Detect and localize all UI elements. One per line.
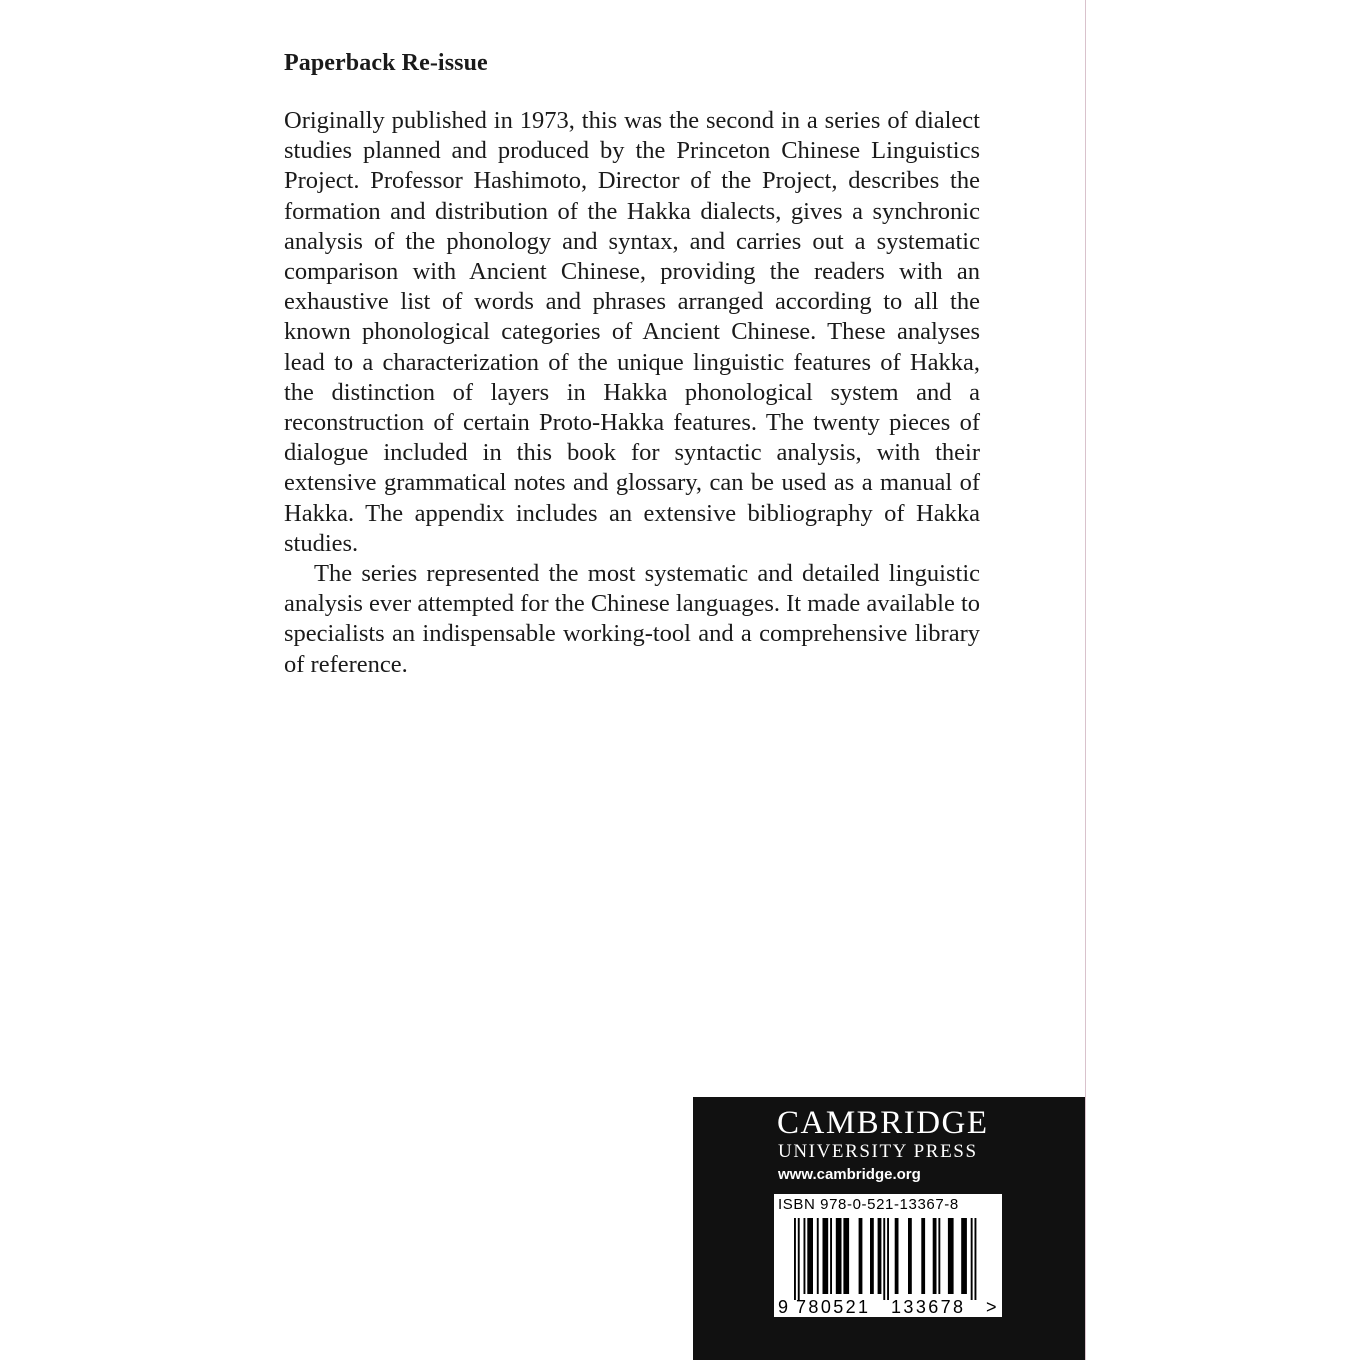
barcode-bars (794, 1218, 976, 1300)
barcode-bar (823, 1218, 829, 1294)
barcode-bar (798, 1218, 800, 1300)
heading: Paperback Re-issue (284, 50, 488, 76)
barcode-bar (804, 1218, 806, 1294)
publisher-block (693, 1097, 1085, 1360)
series-paragraph: The series represented the most systematic and detailed linguistic analysis ever attempted for the Chinese languages. It made available to specialists an indispensable working-tool and a comprehensive library of reference. (284, 560, 980, 678)
description-paragraph: Originally published in 1973, this was the second in a series of dialect studies planned and produced by the Princeton Chinese Linguistics Project. Professor Hashimoto, Director of the Project, describes the formation and distribution of the Hakka dialects, gives a synchronic analysis of the phonology and syntax, and carries out a systematic comparison with Ancient Chinese, providing the readers with an exhaustive list of words and phrases arranged according to all the known phonological categories of Ancient Chinese. These analyses lead to a characterization of the unique linguistic features of Hakka, the distinction of layers in Hakka phonological system and a reconstruction of certain Proto-Hakka features. The twenty pieces of dialogue included in this book for syntactic analysis, with their extensive grammatical notes and glossary, can be used as a manual of Hakka. The appendix includes an extensive bibliography of Hakka studies. (284, 107, 980, 557)
barcode-bar (975, 1218, 977, 1300)
barcode-bar (948, 1218, 954, 1294)
barcode (774, 1194, 1002, 1317)
barcode-bar (961, 1218, 967, 1294)
barcode-bar (870, 1218, 874, 1294)
barcode-bar (817, 1218, 819, 1294)
back-cover-text (284, 46, 980, 680)
publisher-url: www.cambridge.org (778, 1166, 921, 1183)
barcode-bar (895, 1218, 899, 1294)
barcode-digit-first: 9 (778, 1297, 789, 1317)
barcode-bar (933, 1218, 937, 1294)
isbn-label: ISBN 978-0-521-13367-8 (778, 1196, 959, 1213)
barcode-bar (971, 1218, 973, 1300)
barcode-digits-left: 780521 (796, 1297, 871, 1317)
publisher-name: CAMBRIDGE (777, 1105, 989, 1141)
barcode-bar (878, 1218, 882, 1294)
barcode-bar (794, 1218, 796, 1300)
publisher-subtitle: UNIVERSITY PRESS (778, 1141, 978, 1162)
barcode-bar (807, 1218, 813, 1294)
barcode-bar (836, 1218, 842, 1294)
barcode-bar (830, 1218, 832, 1294)
barcode-bar (843, 1218, 849, 1294)
spine-edge-line (1085, 0, 1086, 1360)
barcode-bar (859, 1218, 863, 1294)
barcode-digits-right: 133678 (891, 1297, 966, 1317)
barcode-bar (938, 1218, 940, 1294)
barcode-end-mark: > (986, 1297, 997, 1317)
barcode-bar (883, 1218, 885, 1300)
barcode-bar (921, 1218, 925, 1294)
barcode-bar (908, 1218, 912, 1294)
barcode-graphic (774, 1194, 1002, 1317)
barcode-bar (887, 1218, 889, 1300)
